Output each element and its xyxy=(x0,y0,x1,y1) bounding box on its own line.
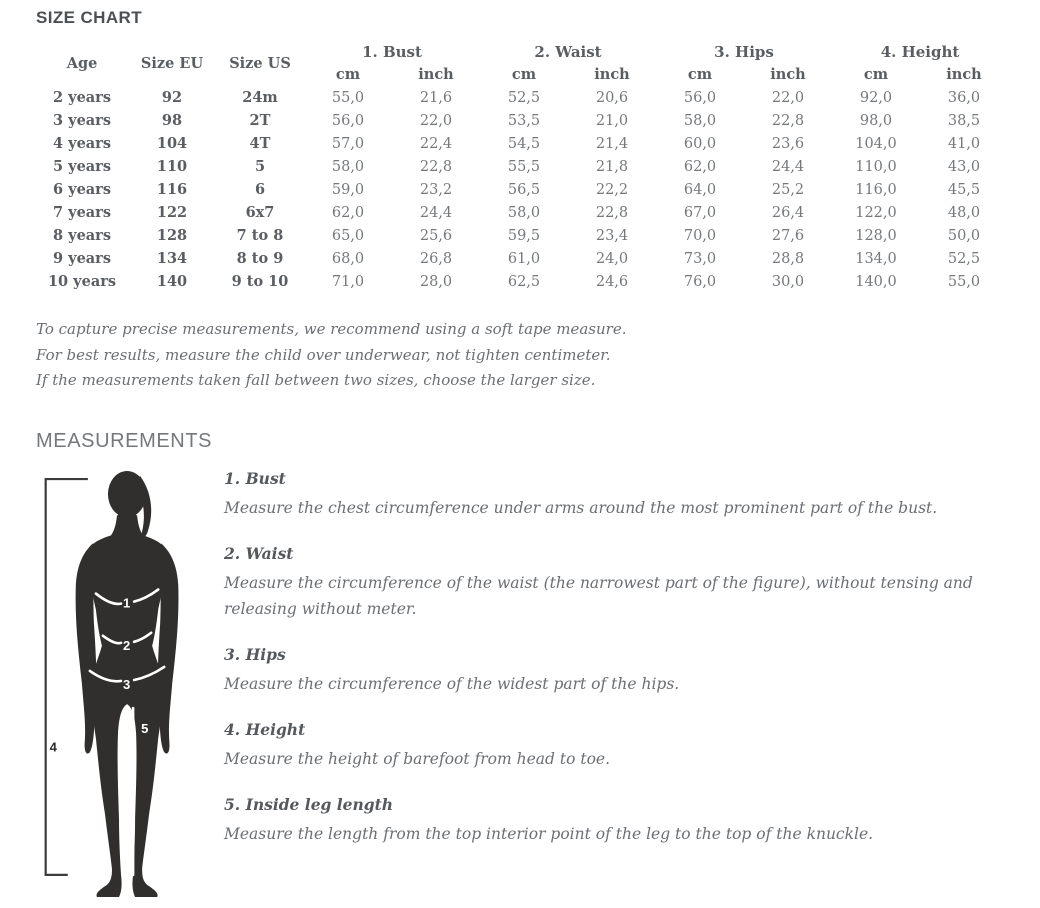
cell-height_in: 43,0 xyxy=(947,158,981,175)
cell-age: 3 years xyxy=(53,112,111,129)
cell-hips_cm: 67,0 xyxy=(683,204,717,221)
unit-header-bust-inch: inch xyxy=(418,66,454,83)
cell-eu: 110 xyxy=(156,158,188,175)
cell-height_in: 38,5 xyxy=(947,112,981,129)
measurement-descriptions xyxy=(224,467,1024,908)
cell-eu: 92 xyxy=(161,89,183,106)
measurement-item-description: Measure the height of barefoot from head to toe. xyxy=(224,749,611,768)
cell-waist_in: 22,2 xyxy=(595,181,629,198)
cell-bust_in: 22,8 xyxy=(419,158,453,175)
cell-hips_cm: 62,0 xyxy=(683,158,717,175)
column-header-size-us: Size US xyxy=(229,54,291,72)
cell-us: 6 xyxy=(254,181,266,198)
cell-us: 6x7 xyxy=(245,204,275,221)
measurement-item-description: Measure the circumference of the widest part of the hips. xyxy=(224,674,680,693)
cell-height_cm: 122,0 xyxy=(855,204,897,221)
cell-eu: 122 xyxy=(156,204,188,221)
cell-hips_in: 25,2 xyxy=(771,181,805,198)
cell-hips_in: 22,8 xyxy=(771,112,805,129)
cell-age: 7 years xyxy=(53,204,111,221)
cell-age: 9 years xyxy=(53,250,111,267)
measurement-item-title: 2. Waist xyxy=(224,543,294,563)
cell-waist_cm: 54,5 xyxy=(507,135,541,152)
measurement-item-description: Measure the length from the top interior point of the leg to the top of the knuckle. xyxy=(224,824,874,843)
cell-height_in: 48,0 xyxy=(947,204,981,221)
column-group-bust: 1. Bust xyxy=(362,42,422,61)
right-arm-shape xyxy=(158,543,179,753)
cell-height_in: 36,0 xyxy=(947,89,981,106)
cell-bust_in: 26,8 xyxy=(419,250,453,267)
measurements-section xyxy=(36,467,1040,908)
measurement-item-title: 3. Hips xyxy=(224,644,286,664)
figure-label-bust: 1 xyxy=(123,595,131,611)
cell-bust_cm: 65,0 xyxy=(331,227,365,244)
cell-waist_in: 23,4 xyxy=(595,227,629,244)
cell-height_cm: 116,0 xyxy=(855,181,897,198)
cell-eu: 104 xyxy=(156,135,188,152)
cell-waist_cm: 56,5 xyxy=(507,181,541,198)
unit-header-waist-cm: cm xyxy=(511,66,537,83)
cell-height_in: 52,5 xyxy=(947,250,981,267)
cell-bust_in: 21,6 xyxy=(419,89,453,106)
table-row xyxy=(36,109,1008,132)
cell-height_cm: 98,0 xyxy=(859,112,893,129)
cell-waist_cm: 61,0 xyxy=(507,250,541,267)
body-measurement-figure xyxy=(36,467,204,908)
cell-waist_in: 21,8 xyxy=(595,158,629,175)
figure-label-inside-leg: 5 xyxy=(141,720,149,736)
cell-bust_cm: 68,0 xyxy=(331,250,365,267)
cell-hips_in: 22,0 xyxy=(771,89,805,106)
cell-hips_in: 27,6 xyxy=(771,227,805,244)
measurement-item-title: 5. Inside leg length xyxy=(224,794,394,814)
cell-bust_cm: 58,0 xyxy=(331,158,365,175)
cell-us: 9 to 10 xyxy=(231,273,289,290)
cell-hips_cm: 58,0 xyxy=(683,112,717,129)
size-chart-title: SIZE CHART xyxy=(36,8,142,27)
cell-us: 5 xyxy=(254,158,266,175)
unit-header-height-inch: inch xyxy=(946,66,982,83)
measurement-item-description: Measure the chest circumference under arms around the most prominent part of the bust. xyxy=(224,498,938,517)
table-row xyxy=(36,86,1008,109)
cell-bust_in: 24,4 xyxy=(419,204,453,221)
cell-eu: 134 xyxy=(156,250,188,267)
cell-hips_in: 30,0 xyxy=(771,273,805,290)
cell-eu: 128 xyxy=(156,227,188,244)
cell-hips_cm: 70,0 xyxy=(683,227,717,244)
cell-bust_cm: 59,0 xyxy=(331,181,365,198)
unit-header-waist-inch: inch xyxy=(594,66,630,83)
torso-and-legs-shape xyxy=(87,515,167,897)
cell-waist_in: 22,8 xyxy=(595,204,629,221)
cell-hips_in: 23,6 xyxy=(771,135,805,152)
unit-header-bust-cm: cm xyxy=(335,66,361,83)
cell-waist_in: 21,4 xyxy=(595,135,629,152)
cell-bust_cm: 71,0 xyxy=(331,273,365,290)
measurement-item xyxy=(224,795,1024,847)
cell-height_cm: 92,0 xyxy=(859,89,893,106)
cell-hips_in: 24,4 xyxy=(771,158,805,175)
cell-waist_in: 21,0 xyxy=(595,112,629,129)
cell-height_in: 50,0 xyxy=(947,227,981,244)
cell-bust_in: 22,4 xyxy=(419,135,453,152)
cell-bust_in: 25,6 xyxy=(419,227,453,244)
cell-waist_in: 24,0 xyxy=(595,250,629,267)
cell-age: 4 years xyxy=(53,135,111,152)
cell-waist_cm: 52,5 xyxy=(507,89,541,106)
cell-hips_in: 28,8 xyxy=(771,250,805,267)
table-row xyxy=(36,178,1008,201)
table-row xyxy=(36,270,1008,293)
cell-age: 5 years xyxy=(53,158,111,175)
cell-waist_cm: 62,5 xyxy=(507,273,541,290)
cell-height_cm: 110,0 xyxy=(855,158,897,175)
cell-height_cm: 128,0 xyxy=(855,227,897,244)
measurements-title: MEASUREMENTS xyxy=(36,429,213,452)
cell-height_cm: 104,0 xyxy=(855,135,897,152)
column-header-age: Age xyxy=(66,54,98,72)
measurement-item-title: 1. Bust xyxy=(224,468,286,488)
cell-bust_cm: 55,0 xyxy=(331,89,365,106)
column-header-size-eu: Size EU xyxy=(140,54,204,72)
table-row xyxy=(36,247,1008,270)
cell-waist_cm: 53,5 xyxy=(507,112,541,129)
size-chart-table xyxy=(36,40,1008,293)
cell-bust_cm: 57,0 xyxy=(331,135,365,152)
figure-label-height: 4 xyxy=(49,738,57,754)
column-group-waist: 2. Waist xyxy=(534,42,602,61)
note-line: To capture precise measurements, we recommend using a soft tape measure. xyxy=(36,320,627,338)
note-line: For best results, measure the child over underwear, not tighten centimeter. xyxy=(36,345,611,364)
figure-label-waist: 2 xyxy=(123,637,131,653)
measurement-item-title: 4. Height xyxy=(224,719,306,739)
cell-eu: 116 xyxy=(156,181,188,198)
table-row xyxy=(36,201,1008,224)
cell-bust_in: 23,2 xyxy=(419,181,453,198)
measurement-item xyxy=(224,469,1024,521)
cell-hips_cm: 73,0 xyxy=(683,250,717,267)
cell-waist_in: 20,6 xyxy=(595,89,629,106)
measuring-notes xyxy=(36,317,1040,394)
cell-age: 6 years xyxy=(53,181,111,198)
unit-header-hips-cm: cm xyxy=(687,66,713,83)
table-row xyxy=(36,224,1008,247)
cell-us: 2T xyxy=(249,112,271,129)
cell-waist_cm: 58,0 xyxy=(507,204,541,221)
cell-hips_cm: 64,0 xyxy=(683,181,717,198)
cell-age: 10 years xyxy=(47,273,117,290)
cell-eu: 98 xyxy=(161,112,183,129)
cell-age: 8 years xyxy=(53,227,111,244)
column-group-height: 4. Height xyxy=(880,42,960,61)
left-arm-shape xyxy=(76,543,97,753)
cell-waist_in: 24,6 xyxy=(595,273,629,290)
cell-hips_cm: 76,0 xyxy=(683,273,717,290)
table-row xyxy=(36,155,1008,178)
figure-label-hips: 3 xyxy=(123,676,131,692)
cell-us: 24m xyxy=(242,89,278,106)
cell-eu: 140 xyxy=(156,273,188,290)
cell-height_in: 55,0 xyxy=(947,273,981,290)
table-row xyxy=(36,132,1008,155)
unit-header-hips-inch: inch xyxy=(770,66,806,83)
cell-bust_in: 28,0 xyxy=(419,273,453,290)
cell-bust_in: 22,0 xyxy=(419,112,453,129)
cell-us: 7 to 8 xyxy=(236,227,284,244)
cell-us: 4T xyxy=(249,135,271,152)
measurement-item xyxy=(224,645,1024,697)
cell-us: 8 to 9 xyxy=(236,250,284,267)
cell-hips_cm: 56,0 xyxy=(683,89,717,106)
cell-height_in: 45,5 xyxy=(947,181,981,198)
note-line: If the measurements taken fall between two sizes, choose the larger size. xyxy=(36,371,596,389)
cell-height_in: 41,0 xyxy=(947,135,981,152)
cell-bust_cm: 62,0 xyxy=(331,204,365,221)
cell-height_cm: 134,0 xyxy=(855,250,897,267)
cell-hips_cm: 60,0 xyxy=(683,135,717,152)
cell-hips_in: 26,4 xyxy=(771,204,805,221)
measurement-item xyxy=(224,544,1024,622)
measurement-item xyxy=(224,720,1024,772)
cell-waist_cm: 55,5 xyxy=(507,158,541,175)
column-group-hips: 3. Hips xyxy=(714,42,774,61)
cell-height_cm: 140,0 xyxy=(855,273,897,290)
measurement-item-description: Measure the circumference of the waist (the narrowest part of the figure), without tensing and releasing without meter. xyxy=(224,573,973,618)
unit-header-height-cm: cm xyxy=(863,66,889,83)
cell-waist_cm: 59,5 xyxy=(507,227,541,244)
cell-bust_cm: 56,0 xyxy=(331,112,365,129)
female-silhouette-illustration xyxy=(36,467,198,904)
cell-age: 2 years xyxy=(53,89,111,106)
